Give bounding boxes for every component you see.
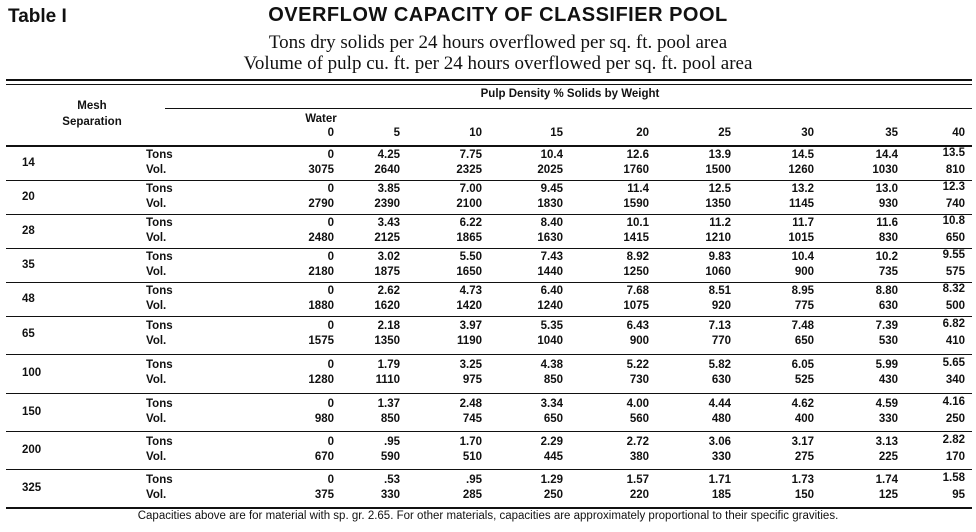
vol-cell: 2100 (456, 198, 482, 210)
tons-cell: 7.75 (459, 149, 482, 161)
vol-cell: 250 (543, 489, 563, 501)
vol-cell: 275 (794, 451, 814, 463)
tons-cell: 14.5 (791, 149, 814, 161)
tons-cell: 12.3 (942, 181, 965, 193)
vol-cell: 2125 (374, 232, 400, 244)
mesh-value: 48 (22, 293, 35, 305)
tons-cell: 10.8 (942, 215, 965, 227)
column-header: 0 (327, 127, 334, 139)
tons-cell: 7.00 (459, 183, 482, 195)
vol-cell: 1420 (456, 300, 482, 312)
mesh-value: 100 (22, 367, 42, 379)
tons-cell: 10.1 (626, 217, 649, 229)
vol-cell: 380 (629, 451, 649, 463)
vol-cell: 590 (380, 451, 400, 463)
vol-cell: 2025 (537, 164, 563, 176)
vol-cell: 1040 (537, 335, 563, 347)
tons-cell: 12.6 (626, 149, 649, 161)
vol-cell: 1190 (457, 335, 482, 347)
vol-cell: 1630 (537, 232, 563, 244)
vol-label: Vol. (146, 335, 167, 347)
water-header: Water (305, 113, 337, 125)
tons-cell: 6.05 (791, 359, 814, 371)
vol-cell: 1620 (374, 300, 400, 312)
vol-cell: 650 (543, 413, 563, 425)
subtitle-tons: Tons dry solids per 24 hours overflowed per sq. ft. pool area (268, 32, 728, 53)
tons-cell: 5.82 (708, 359, 731, 371)
vol-cell: 2390 (374, 198, 400, 210)
tons-label: Tons (146, 436, 173, 448)
tons-cell: 1.37 (377, 398, 400, 410)
vol-cell: 220 (629, 489, 649, 501)
column-header: 30 (801, 127, 814, 139)
tons-cell: 4.62 (791, 398, 814, 410)
tons-cell: 1.74 (875, 474, 898, 486)
row-divider (6, 248, 972, 249)
tons-cell: 3.25 (459, 359, 482, 371)
vol-cell: 1865 (456, 232, 482, 244)
tons-cell: 0 (327, 251, 334, 263)
vol-cell: 575 (945, 266, 965, 278)
vol-cell: 1110 (375, 374, 400, 386)
vol-cell: 340 (945, 374, 965, 386)
tons-label: Tons (146, 474, 173, 486)
tons-cell: 1.29 (540, 474, 563, 486)
vol-cell: 480 (711, 413, 731, 425)
vol-cell: 1240 (537, 300, 563, 312)
vol-cell: 1250 (623, 266, 649, 278)
tons-cell: 4.16 (942, 396, 965, 408)
mesh-header: Mesh (77, 100, 107, 112)
vol-label: Vol. (146, 198, 167, 210)
vol-cell: 2790 (308, 198, 334, 210)
vol-cell: 730 (629, 374, 649, 386)
vol-cell: 445 (543, 451, 563, 463)
vol-cell: 400 (794, 413, 814, 425)
tons-cell: 11.2 (709, 217, 731, 229)
vol-cell: 1830 (537, 198, 563, 210)
vol-cell: 1440 (537, 266, 563, 278)
tons-cell: 7.68 (626, 285, 649, 297)
vol-cell: 630 (878, 300, 898, 312)
tons-cell: 0 (327, 149, 334, 161)
tons-label: Tons (146, 285, 173, 297)
tons-cell: .95 (384, 436, 400, 448)
tons-cell: 3.02 (377, 251, 400, 263)
vol-cell: 1875 (374, 266, 400, 278)
separation-header: Separation (62, 116, 122, 128)
vol-cell: 2325 (456, 164, 482, 176)
tons-cell: 2.48 (459, 398, 482, 410)
tons-cell: 14.4 (875, 149, 898, 161)
vol-label: Vol. (146, 451, 167, 463)
vol-label: Vol. (146, 266, 167, 278)
tons-cell: 1.79 (377, 359, 400, 371)
tons-cell: 11.6 (876, 217, 898, 229)
vol-cell: 525 (794, 374, 814, 386)
tons-cell: 6.40 (540, 285, 563, 297)
vol-cell: 285 (462, 489, 482, 501)
vol-cell: 900 (629, 335, 649, 347)
mesh-value: 14 (22, 157, 35, 169)
tons-cell: 3.97 (459, 320, 482, 332)
tons-cell: 3.17 (791, 436, 814, 448)
vol-cell: 930 (878, 198, 898, 210)
vol-cell: 670 (314, 451, 334, 463)
tons-cell: 3.43 (377, 217, 400, 229)
tons-cell: 9.83 (708, 251, 731, 263)
column-header: 5 (393, 127, 400, 139)
tons-cell: .95 (466, 474, 482, 486)
tons-cell: 5.65 (942, 357, 965, 369)
pulp-density-header: Pulp Density % Solids by Weight (480, 88, 660, 100)
tons-cell: 1.58 (942, 472, 965, 484)
vol-label: Vol. (146, 232, 167, 244)
vol-cell: 770 (711, 335, 731, 347)
tons-cell: 1.71 (708, 474, 731, 486)
vol-cell: 510 (462, 451, 482, 463)
tons-cell: 4.44 (708, 398, 731, 410)
tons-cell: 8.95 (791, 285, 814, 297)
tons-cell: .53 (384, 474, 400, 486)
vol-cell: 1015 (788, 232, 814, 244)
table-label: Table I (8, 6, 67, 27)
tons-cell: 12.5 (708, 183, 731, 195)
mesh-value: 65 (22, 328, 35, 340)
tons-cell: 4.59 (875, 398, 898, 410)
vol-label: Vol. (146, 374, 167, 386)
vol-cell: 900 (794, 266, 814, 278)
vol-cell: 630 (711, 374, 731, 386)
row-divider (6, 180, 972, 181)
vol-cell: 830 (878, 232, 898, 244)
tons-cell: 2.18 (377, 320, 400, 332)
tons-cell: 4.25 (377, 149, 400, 161)
vol-cell: 850 (380, 413, 400, 425)
tons-cell: 3.85 (377, 183, 400, 195)
vol-cell: 1350 (374, 335, 400, 347)
vol-cell: 225 (878, 451, 898, 463)
tons-cell: 4.00 (626, 398, 649, 410)
group-header-rule (165, 108, 972, 109)
tons-cell: 0 (327, 398, 334, 410)
vol-cell: 3075 (308, 164, 334, 176)
vol-cell: 920 (711, 300, 731, 312)
vol-cell: 330 (380, 489, 400, 501)
vol-cell: 810 (945, 164, 965, 176)
vol-cell: 745 (462, 413, 482, 425)
top-rule (6, 79, 972, 81)
tons-cell: 8.32 (942, 283, 965, 295)
tons-cell: 9.45 (540, 183, 563, 195)
subtitle-volume: Volume of pulp cu. ft. per 24 hours overflowed per sq. ft. pool area (243, 53, 753, 74)
tons-cell: 2.62 (377, 285, 400, 297)
vol-cell: 1415 (623, 232, 649, 244)
vol-label: Vol. (146, 164, 167, 176)
tons-cell: 8.80 (875, 285, 898, 297)
tons-cell: 1.73 (791, 474, 814, 486)
tons-cell: 10.2 (875, 251, 898, 263)
row-divider (6, 469, 972, 470)
row-divider (6, 214, 972, 215)
tons-label: Tons (146, 217, 173, 229)
vol-cell: 850 (543, 374, 563, 386)
vol-cell: 150 (794, 489, 814, 501)
vol-cell: 2480 (308, 232, 334, 244)
vol-cell: 650 (794, 335, 814, 347)
vol-cell: 1500 (705, 164, 731, 176)
vol-cell: 1280 (308, 374, 334, 386)
footnote: Capacities above are for material with sp. gr. 2.65. For other materials, capacities are approximately proportional to their specific gravities. (137, 510, 839, 522)
tons-cell: 7.39 (875, 320, 898, 332)
tons-cell: 5.35 (540, 320, 563, 332)
vol-cell: 500 (945, 300, 965, 312)
vol-cell: 185 (711, 489, 731, 501)
vol-cell: 330 (878, 413, 898, 425)
tons-label: Tons (146, 251, 173, 263)
tons-cell: 13.5 (942, 147, 965, 159)
tons-label: Tons (146, 359, 173, 371)
tons-cell: 2.82 (942, 434, 965, 446)
tons-cell: 13.9 (708, 149, 731, 161)
tons-cell: 6.43 (626, 320, 649, 332)
vol-cell: 1260 (788, 164, 814, 176)
mesh-value: 200 (22, 444, 42, 456)
vol-cell: 330 (711, 451, 731, 463)
column-header: 40 (952, 127, 965, 139)
vol-cell: 1575 (308, 335, 334, 347)
vol-cell: 530 (878, 335, 898, 347)
row-divider (6, 354, 972, 355)
tons-cell: 11.7 (792, 217, 814, 229)
tons-label: Tons (146, 320, 173, 332)
vol-cell: 775 (794, 300, 814, 312)
vol-cell: 125 (878, 489, 898, 501)
column-header: 10 (469, 127, 482, 139)
tons-cell: 3.06 (708, 436, 731, 448)
tons-cell: 6.82 (942, 318, 965, 330)
vol-cell: 2180 (308, 266, 334, 278)
tons-cell: 2.72 (626, 436, 649, 448)
vol-cell: 650 (945, 232, 965, 244)
vol-cell: 95 (952, 489, 965, 501)
tons-cell: 7.13 (708, 320, 731, 332)
tons-label: Tons (146, 398, 173, 410)
tons-cell: 10.4 (791, 251, 814, 263)
vol-cell: 1060 (705, 266, 731, 278)
tons-cell: 8.40 (540, 217, 563, 229)
tons-cell: 1.57 (626, 474, 649, 486)
vol-cell: 740 (945, 198, 965, 210)
tons-cell: 0 (327, 285, 334, 297)
top-rule-thin (6, 84, 972, 85)
vol-cell: 1210 (705, 232, 731, 244)
tons-cell: 13.2 (791, 183, 814, 195)
tons-cell: 13.0 (875, 183, 898, 195)
vol-label: Vol. (146, 413, 167, 425)
column-header: 15 (550, 127, 563, 139)
tons-cell: 0 (327, 217, 334, 229)
vol-label: Vol. (146, 489, 167, 501)
vol-cell: 1350 (705, 198, 731, 210)
tons-cell: 5.22 (626, 359, 649, 371)
mesh-value: 35 (22, 259, 35, 271)
tons-cell: 5.50 (459, 251, 482, 263)
vol-cell: 375 (314, 489, 334, 501)
tons-cell: 0 (327, 320, 334, 332)
tons-cell: 11.4 (627, 183, 649, 195)
tons-cell: 0 (327, 359, 334, 371)
header-bottom-rule (6, 145, 972, 147)
vol-cell: 410 (945, 335, 965, 347)
tons-cell: 1.70 (459, 436, 482, 448)
column-header: 35 (885, 127, 898, 139)
tons-cell: 0 (327, 474, 334, 486)
mesh-value: 325 (22, 482, 42, 494)
row-divider (6, 393, 972, 394)
mesh-value: 28 (22, 225, 35, 237)
column-header: 20 (636, 127, 649, 139)
tons-cell: 6.22 (459, 217, 482, 229)
mesh-value: 20 (22, 191, 35, 203)
tons-cell: 9.55 (942, 249, 965, 261)
vol-cell: 430 (878, 374, 898, 386)
tons-cell: 4.38 (540, 359, 563, 371)
vol-cell: 975 (462, 374, 482, 386)
tons-cell: 8.92 (626, 251, 649, 263)
column-header: 25 (718, 127, 731, 139)
vol-cell: 1880 (308, 300, 334, 312)
mesh-value: 150 (22, 406, 42, 418)
tons-cell: 0 (327, 183, 334, 195)
vol-cell: 735 (878, 266, 898, 278)
row-divider (6, 431, 972, 432)
tons-cell: 3.34 (540, 398, 563, 410)
row-divider (6, 316, 972, 317)
vol-cell: 170 (945, 451, 965, 463)
tons-cell: 3.13 (875, 436, 898, 448)
row-divider (6, 282, 972, 283)
vol-cell: 1145 (789, 198, 814, 210)
vol-cell: 1030 (872, 164, 898, 176)
vol-cell: 1760 (623, 164, 649, 176)
tons-cell: 5.99 (875, 359, 898, 371)
tons-cell: 4.73 (459, 285, 482, 297)
tons-cell: 10.4 (540, 149, 563, 161)
vol-cell: 980 (314, 413, 334, 425)
vol-cell: 560 (629, 413, 649, 425)
tons-cell: 7.48 (791, 320, 814, 332)
table-bottom-rule (6, 507, 972, 509)
tons-cell: 8.51 (708, 285, 731, 297)
tons-cell: 2.29 (540, 436, 563, 448)
vol-cell: 2640 (374, 164, 400, 176)
vol-cell: 250 (945, 413, 965, 425)
vol-cell: 1650 (456, 266, 482, 278)
vol-cell: 1075 (623, 300, 649, 312)
vol-cell: 1590 (623, 198, 649, 210)
tons-label: Tons (146, 149, 173, 161)
tons-cell: 7.43 (540, 251, 563, 263)
tons-label: Tons (146, 183, 173, 195)
vol-label: Vol. (146, 300, 167, 312)
page-title: OVERFLOW CAPACITY OF CLASSIFIER POOL (268, 4, 728, 26)
tons-cell: 0 (327, 436, 334, 448)
